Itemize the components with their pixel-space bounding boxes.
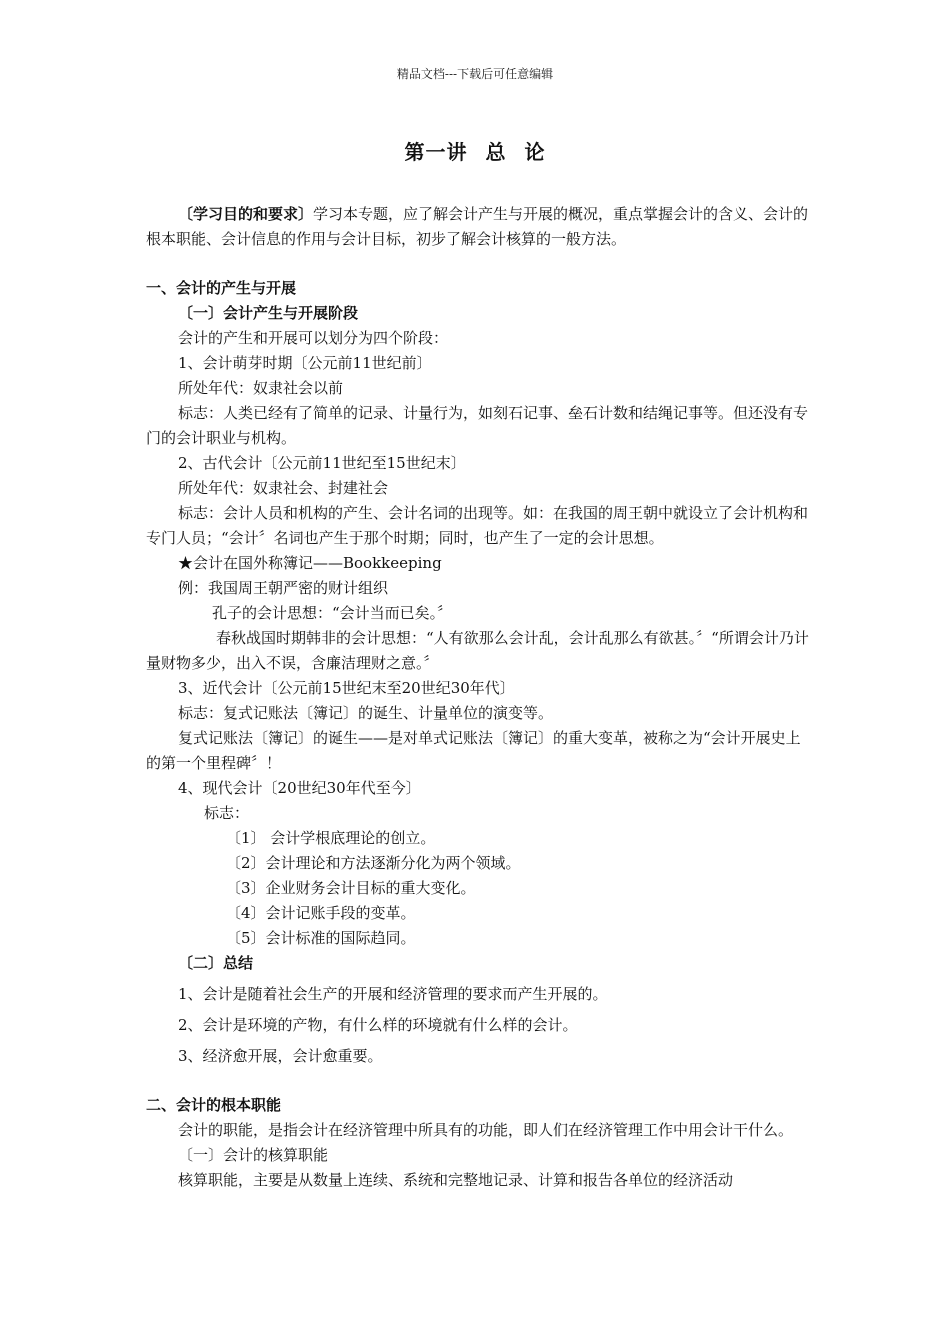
stage-1-heading: 1、会计萌芽时期〔公元前11世纪前〕	[178, 354, 432, 372]
page-header: 精品文档---下载后可任意编辑	[396, 67, 554, 81]
intro-label: 〔学习目的和要求〕	[178, 205, 314, 223]
list-item: 〔5〕会计标准的国际趋同。	[226, 929, 416, 947]
stage-2-heading: 2、古代会计〔公元前11世纪至15世纪末〕	[178, 454, 466, 472]
title-part-3: 论	[524, 140, 546, 164]
intro-paragraph	[146, 202, 810, 252]
stage-3-heading: 3、近代会计〔公元前15世纪末至20世纪30年代〕	[178, 679, 515, 697]
list-item: 〔4〕会计记账手段的变革。	[226, 904, 416, 922]
example-line: 例：我国周王朝严密的财计组织	[178, 579, 389, 597]
section-2-heading: 二、会计的根本职能	[146, 1096, 282, 1114]
summary-item: 2、会计是环境的产物，有什么样的环境就有什么样的会计。	[178, 1016, 578, 1034]
hanfei-quote: 春秋战国时期韩非的会计思想：“人有欲那么会计乱，会计乱那么有欲甚。〞“所谓会计乃计量财物多少，出入不误，含廉洁理财之意。〞	[146, 629, 809, 672]
list-item: 〔2〕会计理论和方法逐渐分化为两个领域。	[226, 854, 521, 872]
section-1-subheading-2: 〔二〕总结	[178, 954, 254, 972]
star-note: ★会计在国外称簿记——Bookkeeping	[178, 554, 442, 572]
section-1-subheading-1: 〔一〕会计产生与开展阶段	[178, 304, 359, 322]
paragraph-line: 标志：	[204, 804, 250, 822]
summary-item: 3、经济愈开展，会计愈重要。	[178, 1047, 383, 1065]
list-item: 〔1〕 会计学根底理论的创立。	[226, 829, 436, 847]
section-1-heading: 一、会计的产生与开展	[146, 279, 297, 297]
page-title	[0, 138, 950, 166]
intro-text: 学习本专题，应了解会计产生与开展的概况，重点掌握会计的含义、会计的根本职能、会计信息的作用与会计目标，初步了解会计核算的一般方法。	[146, 205, 809, 248]
paragraph-line: 所处年代：奴隶社会、封建社会	[178, 479, 389, 497]
paragraph-line: 标志：人类已经有了简单的记录、计量行为，如刻石记事、垒石计数和结绳记事等。但还没有专门的会计职业与机构。	[146, 404, 809, 447]
list-item: 〔3〕企业财务会计目标的重大变化。	[226, 879, 476, 897]
title-part-1: 第一讲	[404, 140, 468, 164]
paragraph-line: 会计的职能，是指会计在经济管理中所具有的功能，即人们在经济管理工作中用会计干什么。	[178, 1121, 794, 1139]
paragraph-line: 会计的产生和开展可以划分为四个阶段：	[178, 329, 449, 347]
document-body	[146, 202, 810, 1193]
paragraph-line: 复式记账法〔簿记〕的诞生——是对单式记账法〔簿记〕的重大变革，被称之为“会计开展史上的第一个里程碑〞！	[146, 729, 801, 772]
stage-4-heading: 4、现代会计〔20世纪30年代至今〕	[178, 779, 421, 797]
paragraph-line: 标志：会计人员和机构的产生、会计名词的出现等。如：在我国的周王朝中就设立了会计机构和专门人员；“会计〞名词也产生于那个时期；同时，也产生了一定的会计思想。	[146, 504, 809, 547]
paragraph-line: 标志：复式记账法〔簿记〕的诞生、计量单位的演变等。	[178, 704, 554, 722]
summary-item: 1、会计是随着社会生产的开展和经济管理的要求而产生开展的。	[178, 985, 608, 1003]
title-part-2: 总	[485, 140, 507, 164]
paragraph-line: 核算职能，主要是从数量上连续、系统和完整地记录、计算和报告各单位的经济活动	[178, 1171, 734, 1189]
confucius-quote: 孔子的会计思想：“会计当而已矣。〞	[212, 604, 453, 622]
paragraph-line: 所处年代：奴隶社会以前	[178, 379, 344, 397]
section-2-subheading-1: 〔一〕会计的核算职能	[178, 1146, 329, 1164]
